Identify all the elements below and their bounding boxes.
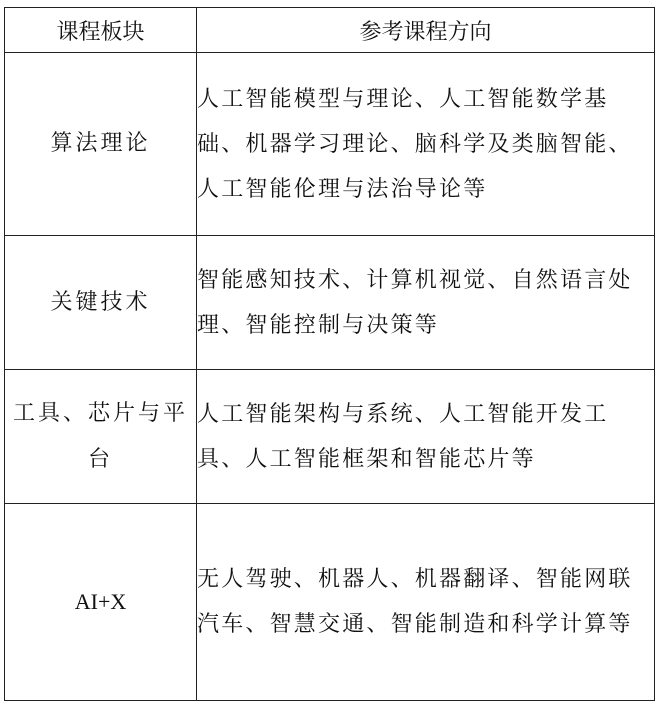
course-block-cell: 算法理论 bbox=[5, 53, 197, 236]
course-direction-cell: 无人驾驶、机器人、机器翻译、智能网联汽车、智慧交通、智能制造和科学计算等 bbox=[197, 504, 655, 701]
course-block-cell: 关键技术 bbox=[5, 236, 197, 370]
course-table bbox=[4, 7, 655, 701]
header-course-direction: 参考课程方向 bbox=[197, 8, 655, 53]
table-row bbox=[5, 236, 655, 370]
header-course-block: 课程板块 bbox=[5, 8, 197, 53]
course-direction-cell: 人工智能架构与系统、人工智能开发工具、人工智能框架和智能芯片等 bbox=[197, 370, 655, 504]
table-row bbox=[5, 370, 655, 504]
course-block-cell: 工具、芯片与平台 bbox=[5, 370, 197, 504]
course-direction-cell: 人工智能模型与理论、人工智能数学基础、机器学习理论、脑科学及类脑智能、人工智能伦理与法治导论等 bbox=[197, 53, 655, 236]
table-header-row bbox=[5, 8, 655, 53]
table-row bbox=[5, 504, 655, 701]
course-direction-cell: 智能感知技术、计算机视觉、自然语言处理、智能控制与决策等 bbox=[197, 236, 655, 370]
course-block-cell: AI+X bbox=[5, 504, 197, 701]
table-row bbox=[5, 53, 655, 236]
